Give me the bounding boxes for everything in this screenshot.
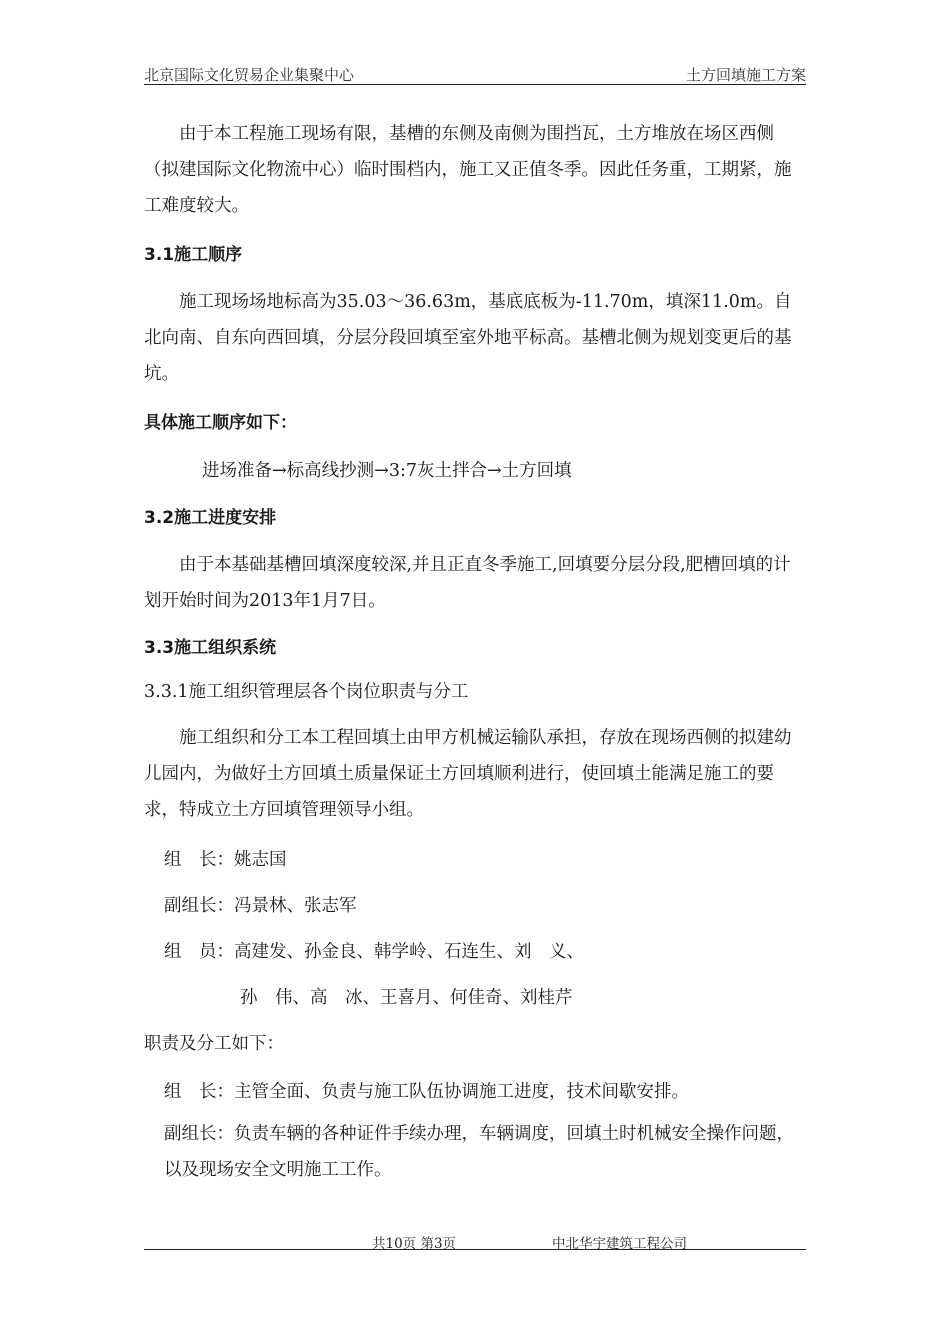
footer-company: 中北华宇建筑工程公司 bbox=[552, 1236, 687, 1252]
construction-flow: 进场准备→标高线抄测→3:7灰土拌合→土方回填 bbox=[202, 461, 572, 481]
section-3-1-heading: 3.1施工顺序 bbox=[144, 245, 243, 265]
leader-duty-line: 组 长：主管全面、负责与施工队伍协调施工进度，技术间歇安排。 bbox=[164, 1082, 689, 1102]
section-3-1-paragraph: 施工现场场地标高为35.03～36.63m，基底底板为-11.70m，填深11.0m。自北向南、自东向西回填，分层分段回填至室外地平标高。基槽北侧为规划变更后的基坑。 bbox=[144, 292, 792, 384]
header-project-name: 北京国际文化贸易企业集聚中心 bbox=[144, 66, 355, 84]
section-3-3-1-paragraph: 施工组织和分工本工程回填土由甲方机械运输队承担，存放在现场西侧的拟建幼儿园内，为做好土方回填土质量保证土方回填顺利进行，使回填土能满足施工的要求，特成立土方回填管理领导小组。 bbox=[144, 728, 792, 820]
team-members-line-2: 孙 伟、高 冰、王喜月、何佳奇、刘桂芹 bbox=[240, 988, 573, 1008]
construction-order-heading: 具体施工顺序如下： bbox=[144, 413, 297, 433]
section-3-3-1-heading: 3.3.1施工组织管理层各个岗位职责与分工 bbox=[144, 682, 469, 702]
section-3-3-heading: 3.3施工组织系统 bbox=[144, 638, 277, 658]
deputy-duty-paragraph bbox=[144, 1116, 806, 1188]
footer-page-count: 共10页 第3页 bbox=[372, 1236, 457, 1252]
page-header bbox=[144, 64, 806, 85]
duties-title: 职责及分工如下： bbox=[144, 1034, 284, 1054]
section-3-2-paragraph: 由于本基础基槽回填深度较深,并且正直冬季施工,回填要分层分段,肥槽回填的计划开始时间为2013年1月7日。 bbox=[144, 555, 791, 611]
team-leader-line: 组 长：姚志国 bbox=[164, 850, 287, 870]
section-3-2-heading: 3.2施工进度安排 bbox=[144, 508, 277, 528]
header-document-title: 土方回填施工方案 bbox=[685, 66, 806, 84]
document-body bbox=[144, 116, 806, 1188]
team-members-line-1: 组 员：高建发、孙金良、韩学岭、石连生、刘 义、 bbox=[164, 942, 584, 962]
footer-rule bbox=[144, 1249, 806, 1250]
deputy-duty-text: 副组长：负责车辆的各种证件手续办理，车辆调度，回填土时机械安全操作问题，以及现场安全文明施工工作。 bbox=[164, 1124, 794, 1180]
intro-paragraph: 由于本工程施工现场有限，基槽的东侧及南侧为围挡瓦，土方堆放在场区西侧（拟建国际文化物流中心）临时围档内，施工又正值冬季。因此任务重，工期紧，施工难度较大。 bbox=[144, 124, 792, 216]
deputy-leader-line: 副组长：冯景林、张志军 bbox=[164, 896, 357, 916]
